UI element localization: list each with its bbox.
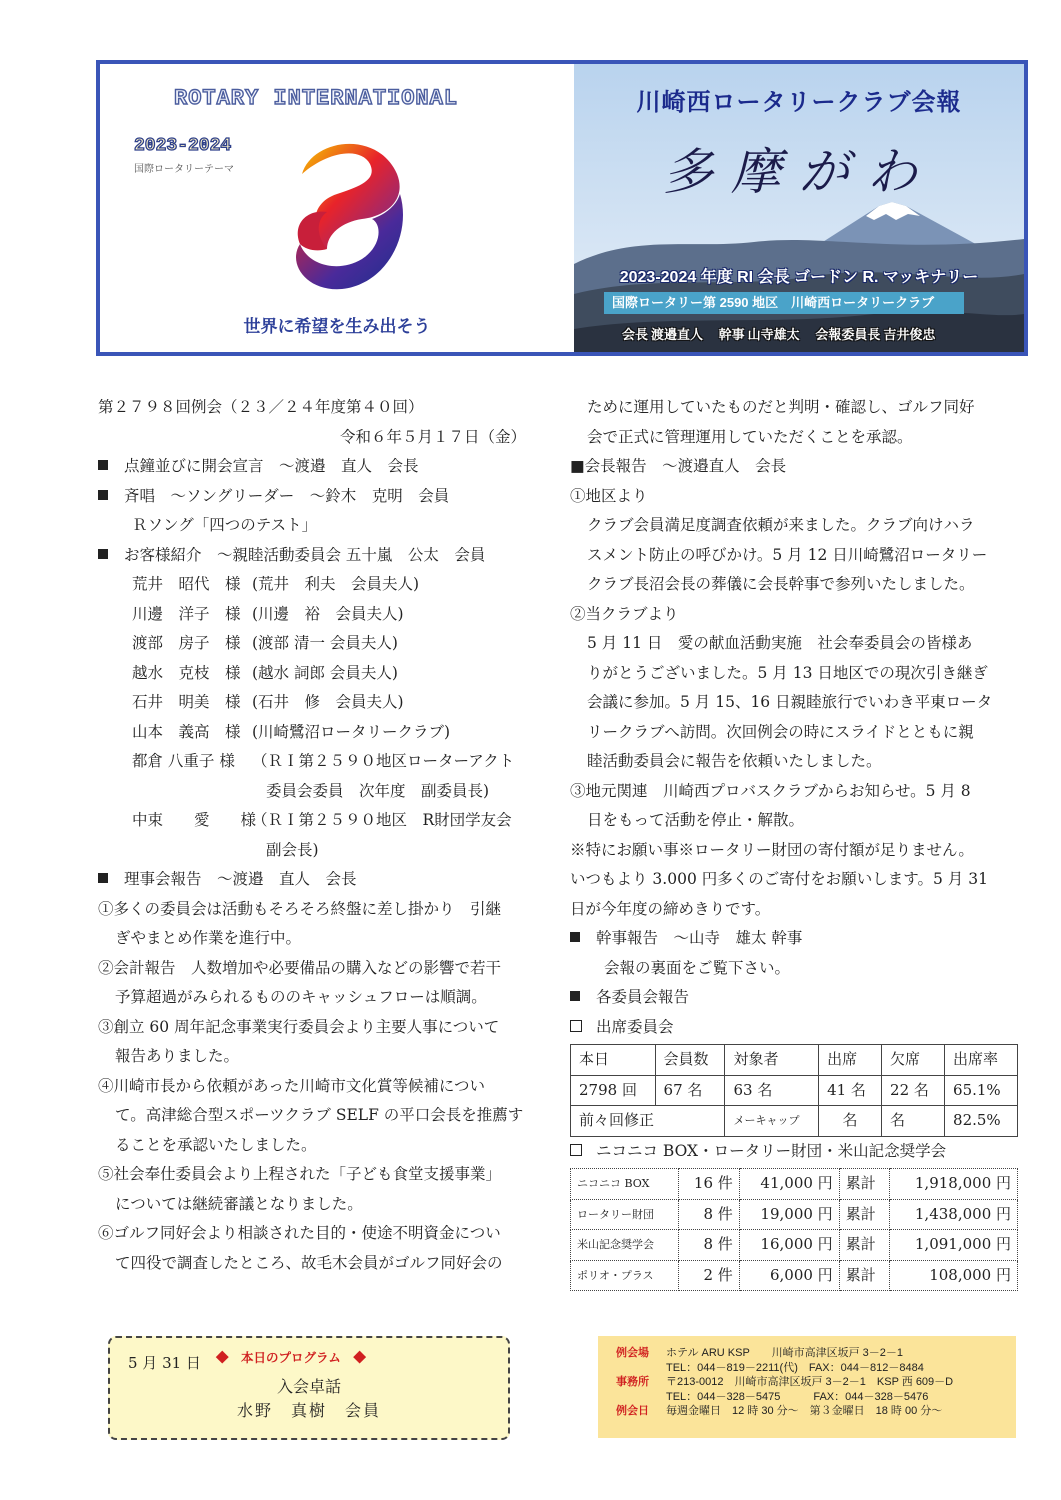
board-line: ②会計報告 人数増加や必要備品の購入などの影響で若干 <box>98 958 502 977</box>
header-banner <box>96 60 1028 356</box>
program-speaker: 水野 真樹 会員 <box>236 1401 381 1420</box>
board-report-heading <box>98 865 550 895</box>
guest-note: （ＲＩ第２５９０地区ローターアクト <box>252 752 515 770</box>
table-cell: 1,091,000 円 <box>890 1230 1018 1261</box>
todays-program-box <box>108 1336 510 1440</box>
table-header-cell: 会員数 <box>655 1045 725 1076</box>
table-cell: 108,000 円 <box>890 1260 1018 1291</box>
guest-note: (荒井 利夫 会員夫人) <box>252 575 420 593</box>
song-title: Ｒソング「四つのテスト」 <box>132 516 318 534</box>
program-date: 5 月 31 日 <box>128 1354 201 1372</box>
board-line: ⑤社会奉仕委員会より上程された「子ども食堂支援事業」 <box>98 1165 502 1183</box>
info-label: 例会場 <box>616 1347 649 1359</box>
table-cell: 82.5% <box>945 1106 1018 1137</box>
table-cell: 8 件 <box>679 1230 740 1261</box>
table-row <box>571 1230 1018 1261</box>
district-line: 国際ロータリー第 2590 地区 川崎西ロータリークラブ <box>604 292 964 314</box>
notice-line: ※特にお願い事※ロータリー財団の寄付額が足りません。 <box>570 840 974 859</box>
table-cell: 累計 <box>839 1199 889 1230</box>
table-cell: 41 名 <box>819 1075 882 1106</box>
info-value: TEL：044－328－5475 FAX：044－328－5476 <box>666 1390 929 1403</box>
guest-row <box>98 718 550 748</box>
table-cell: メーキャップ <box>725 1106 819 1137</box>
table-row <box>571 1169 1018 1200</box>
table-cell: 2798 回 <box>571 1075 656 1106</box>
guest-note: (石井 修 会員夫人) <box>252 693 404 711</box>
donation-heading <box>570 1137 1020 1167</box>
donation-table <box>570 1168 1018 1291</box>
guest-row <box>98 747 550 777</box>
guest-note-continued: 委員会委員 次年度 副委員長) <box>266 781 490 800</box>
report-line: リークラブへ訪問。次回例会の時にスライドとともに親 <box>587 722 974 741</box>
board-line: 報告ありました。 <box>115 1047 240 1065</box>
table-cell: 米山記念奨学会 <box>571 1230 679 1261</box>
guest-row <box>98 688 550 718</box>
agenda-item <box>98 482 550 512</box>
officer-role: 会報委員長 <box>815 327 881 342</box>
report-subheading: ①地区より <box>570 486 648 505</box>
table-header-cell: 欠席 <box>882 1045 945 1076</box>
table-cell: ロータリー財団 <box>571 1199 679 1230</box>
checkbox-square-icon <box>570 1020 582 1032</box>
report-line: りがとうございました。5 月 13 日地区での現次引き継ぎ <box>587 663 988 682</box>
checkbox-square-icon <box>570 1144 582 1156</box>
report-line: 会議に参加。5 月 15、16 日親睦旅行でいわき平東ロータ <box>587 693 993 711</box>
board-line: 会で正式に管理運用していただくことを承認。 <box>587 427 913 446</box>
info-value: ホテル ARU KSP 川崎市高津区坂戸 3－2－1 <box>666 1347 904 1359</box>
table-cell: 名 <box>819 1106 882 1137</box>
ri-theme-panel <box>100 64 574 352</box>
officer-role: 幹事 <box>718 327 745 342</box>
board-line: て。高津総合型スポーツクラブ SELF の平口会長を推薦す <box>115 1106 524 1124</box>
table-cell: 1,438,000 円 <box>890 1199 1018 1230</box>
heading-text: 幹事報告 ～山寺 雄太 幹事 <box>596 929 803 947</box>
table-row <box>571 1260 1018 1291</box>
board-line: ⑥ゴルフ同好会より相談された目的・使途不明資金につい <box>98 1224 501 1242</box>
table-cell: ニコニコ BOX <box>571 1169 679 1200</box>
board-line: ために運用していたものだと判明・確認し、ゴルフ同好 <box>587 398 975 416</box>
info-row <box>616 1390 1016 1405</box>
board-line: については継続審議となりました。 <box>115 1194 363 1213</box>
report-line: ③地元関連 川崎西プロバスクラブからお知らせ。5 月 8 <box>570 781 971 800</box>
table-cell: 16,000 円 <box>739 1230 839 1261</box>
table-row <box>571 1045 1018 1076</box>
board-line: 予算超過がみられるもののキャッシュフローは順調。 <box>115 988 487 1006</box>
guest-name: 渡部 房子 様 <box>132 634 241 652</box>
table-header-cell: 対象者 <box>725 1045 819 1076</box>
report-subheading: ②当クラブより <box>570 604 679 623</box>
table-cell: 名 <box>882 1106 945 1137</box>
report-line: スメント防止の呼びかけ。5 月 12 日川崎鷺沼ロータリー <box>587 545 988 564</box>
square-bullet-icon <box>98 873 108 883</box>
board-line: ぎやまとめ作業を進行中。 <box>115 929 302 947</box>
info-row <box>616 1404 1016 1419</box>
officers-line <box>622 324 947 343</box>
guest-row <box>98 806 550 836</box>
meeting-number: 第２７９８回例会（２３／２４年度第４０回） <box>98 398 424 416</box>
square-bullet-icon <box>98 549 108 559</box>
agenda-text: お客様紹介 ～親睦活動委員会 五十嵐 公太 会員 <box>124 545 486 564</box>
report-line: 睦活動委員会に報告を依頼いたしました。 <box>587 752 882 770</box>
program-title: ◆ 本日のプログラム ◆ <box>216 1351 366 1365</box>
guest-note: (川崎鷺沼ロータリークラブ) <box>252 722 451 741</box>
board-line: ③創立 60 周年記念事業実行委員会より主要人事について <box>98 1017 500 1036</box>
table-cell: 前々回修正 <box>571 1106 725 1137</box>
secretary-report-heading <box>570 924 1020 954</box>
info-label: 例会日 <box>616 1405 649 1417</box>
board-line: て四役で調査したところ、故毛木会員がゴルフ同好会の <box>115 1253 503 1272</box>
info-value: 毎週金曜日 12 時 30 分～ 第３金曜日 18 時 00 分～ <box>666 1405 943 1417</box>
agenda-text: 斉唱 ～ソングリーダー ～鈴木 克明 会員 <box>124 486 450 505</box>
officer-name: 吉井俊忠 <box>883 327 936 342</box>
table-cell: 6,000 円 <box>739 1260 839 1291</box>
guest-name: 山本 義高 様 <box>132 722 241 741</box>
table-cell: 累計 <box>839 1169 889 1200</box>
info-value: TEL：044－819－2211(代) FAX：044－812－8484 <box>666 1361 924 1374</box>
table-header-cell: 出席 <box>819 1045 882 1076</box>
guest-name: 荒井 昭代 様 <box>132 575 241 593</box>
table-cell: 63 名 <box>725 1075 819 1106</box>
guest-name: 中束 愛 様 <box>132 811 257 829</box>
right-column <box>570 393 1020 1291</box>
guest-row <box>98 570 550 600</box>
heading-text: ニコニコ BOX・ロータリー財団・米山記念奨学会 <box>596 1141 947 1160</box>
board-line: ④川崎市長から依頼があった川崎市文化賞等候補につい <box>98 1076 486 1095</box>
guest-note-continued: 副会長) <box>266 840 319 859</box>
square-bullet-icon <box>98 490 108 500</box>
report-line: 日をもって活動を停止・解散。 <box>587 811 805 829</box>
heading-text: 理事会報告 ～渡邉 直人 会長 <box>124 870 357 888</box>
club-name: 川崎西ロータリークラブ会報 <box>636 89 962 116</box>
info-value: 〒213-0012 川崎市高津区坂戸 3－2－1 KSP 西 609－D <box>666 1376 954 1388</box>
report-line: 5 月 11 日 愛の献血活動実施 社会奉委員会の皆様あ <box>587 634 973 652</box>
board-line: ①多くの委員会は活動もそろそろ終盤に差し掛かり 引継 <box>98 899 502 918</box>
table-cell: 19,000 円 <box>739 1199 839 1230</box>
table-cell: 累計 <box>839 1230 889 1261</box>
officer-name: 渡邉直人 <box>651 327 704 342</box>
table-cell: 22 名 <box>882 1075 945 1106</box>
heading-text: 各委員会報告 <box>596 988 690 1006</box>
attendance-table <box>570 1044 1018 1137</box>
report-line: クラブ長沼会長の葬儀に会長幹事で参列いたしました。 <box>587 575 975 593</box>
officer-name: 山寺雄太 <box>747 327 800 342</box>
guest-note: (川邊 裕 会員夫人) <box>252 604 404 623</box>
table-cell: 65.1% <box>945 1075 1018 1106</box>
guest-name: 都倉 八重子 様 <box>132 752 235 770</box>
table-cell: 8 件 <box>679 1199 740 1230</box>
ri-year: 2023-2024 <box>134 136 232 156</box>
meeting-date: 令和６年５月１７日（金） <box>339 427 526 446</box>
ri-president-line: 2023-2024 年度 RI 会長 ゴードン R. マッキナリー <box>619 269 979 286</box>
guest-name: 石井 明美 様 <box>132 693 241 711</box>
committee-report-heading <box>570 983 1020 1013</box>
table-cell: ポリオ・プラス <box>571 1260 679 1291</box>
info-row <box>616 1361 1016 1376</box>
info-label: 事務所 <box>616 1376 649 1388</box>
program-topic: 入会卓話 <box>276 1377 341 1396</box>
guest-row <box>98 629 550 659</box>
guest-note: （ＲＩ第２５９０地区 R財団学友会 <box>252 811 512 829</box>
ri-theme-slogan: 世界に希望を生み出そう <box>243 317 431 336</box>
table-header-cell: 本日 <box>571 1045 656 1076</box>
notice-line: 日が今年度の締めきりです。 <box>570 899 771 918</box>
table-cell: 1,918,000 円 <box>890 1169 1018 1200</box>
officer-role: 会長 <box>622 327 649 342</box>
left-column <box>98 393 550 1278</box>
agenda-text: 点鐘並びに開会宣言 ～渡邉 直人 会長 <box>124 457 419 475</box>
notice-line: いつもより 3.000 円多くのご寄付をお願いします。5 月 31 <box>570 870 988 888</box>
club-newsletter-panel <box>574 64 1024 352</box>
table-row <box>571 1075 1018 1106</box>
table-cell: 2 件 <box>679 1260 740 1291</box>
table-row <box>571 1199 1018 1230</box>
ri-title: ROTARY INTERNATIONAL <box>174 86 459 111</box>
secretary-report-line: 会報の裏面をご覧下さい。 <box>604 958 791 977</box>
report-line: クラブ会員満足度調査依頼が来ました。クラブ向けハラ <box>587 516 975 534</box>
guest-row <box>98 600 550 630</box>
info-row <box>616 1346 1016 1361</box>
table-cell: 67 名 <box>655 1075 725 1106</box>
guest-row <box>98 659 550 689</box>
table-cell: 16 件 <box>679 1169 740 1200</box>
ri-theme-caption: 国際ロータリーテーマ <box>134 164 234 175</box>
table-row <box>571 1106 1018 1137</box>
square-bullet-icon <box>570 932 580 942</box>
board-line: ることを承認いたしました。 <box>115 1135 317 1154</box>
ri-theme-logo-icon <box>282 134 412 294</box>
guest-name: 越水 克枝 様 <box>132 663 241 682</box>
club-info-box <box>598 1336 1016 1438</box>
guest-note: (渡部 清一 会員夫人) <box>252 634 398 652</box>
table-cell: 累計 <box>839 1260 889 1291</box>
agenda-item <box>98 541 550 571</box>
newsletter-title: 多摩がわ <box>663 143 935 201</box>
table-header-cell: 出席率 <box>945 1045 1018 1076</box>
agenda-item <box>98 452 550 482</box>
square-bullet-icon <box>570 991 580 1001</box>
guest-name: 川邊 洋子 様 <box>132 604 241 623</box>
guest-note: (越水 詞郎 会員夫人) <box>252 663 398 682</box>
president-report-heading: ■会長報告 ～渡邉直人 会長 <box>570 457 787 475</box>
info-row <box>616 1375 1016 1390</box>
table-cell: 41,000 円 <box>739 1169 839 1200</box>
square-bullet-icon <box>98 460 108 470</box>
heading-text: 出席委員会 <box>596 1017 674 1036</box>
attendance-heading <box>570 1013 1020 1043</box>
